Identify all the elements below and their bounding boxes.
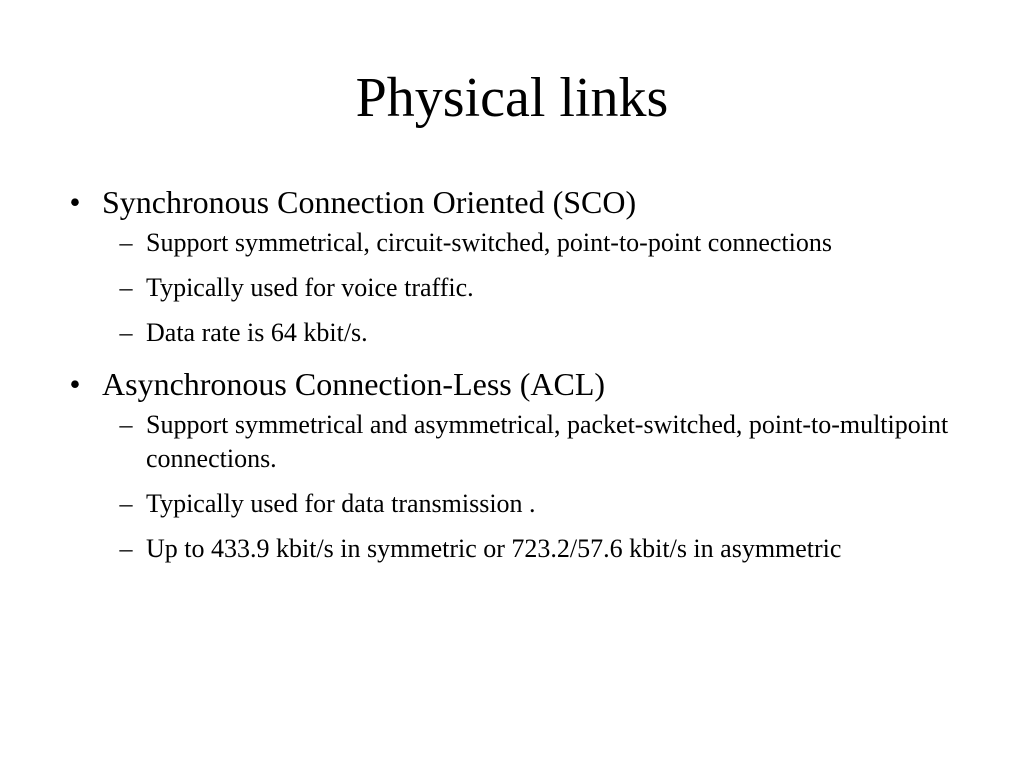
dash-icon: – — [119, 318, 133, 347]
sub-item — [60, 408, 960, 476]
sub-item — [60, 532, 960, 566]
bullet-item — [60, 182, 960, 222]
sub-item — [60, 487, 960, 521]
sub-item — [60, 316, 960, 350]
sub-item-text: Typically used for voice traffic. — [146, 273, 474, 302]
sub-item-text: Support symmetrical and asymmetrical, packet-switched, point-to-multipoint connections. — [146, 410, 949, 473]
sub-item-text: Up to 433.9 kbit/s in symmetric or 723.2/57.6 kbit/s in asymmetric — [146, 534, 842, 563]
bullet-item — [60, 364, 960, 404]
bullet-group-acl — [60, 364, 960, 566]
dash-icon: – — [119, 273, 133, 302]
bullet-icon: • — [69, 366, 81, 402]
slide-title: Physical links — [355, 67, 669, 129]
dash-icon: – — [119, 534, 133, 563]
bullet-group-sco — [60, 182, 960, 350]
dash-icon: – — [119, 228, 133, 257]
sub-list — [60, 226, 960, 350]
sub-item-text: Data rate is 64 kbit/s. — [146, 318, 368, 347]
bullet-icon: • — [69, 184, 81, 220]
bullet-text: Asynchronous Connection-Less (ACL) — [102, 366, 606, 402]
dash-icon: – — [119, 489, 133, 518]
sub-item — [60, 271, 960, 305]
dash-icon: – — [119, 410, 133, 439]
sub-item-text: Support symmetrical, circuit-switched, point-to-point connections — [146, 228, 832, 257]
sub-item — [60, 226, 960, 260]
sub-list — [60, 408, 960, 566]
sub-item-text: Typically used for data transmission . — [146, 489, 536, 518]
slide-content — [60, 182, 960, 580]
bullet-text: Synchronous Connection Oriented (SCO) — [102, 184, 637, 220]
